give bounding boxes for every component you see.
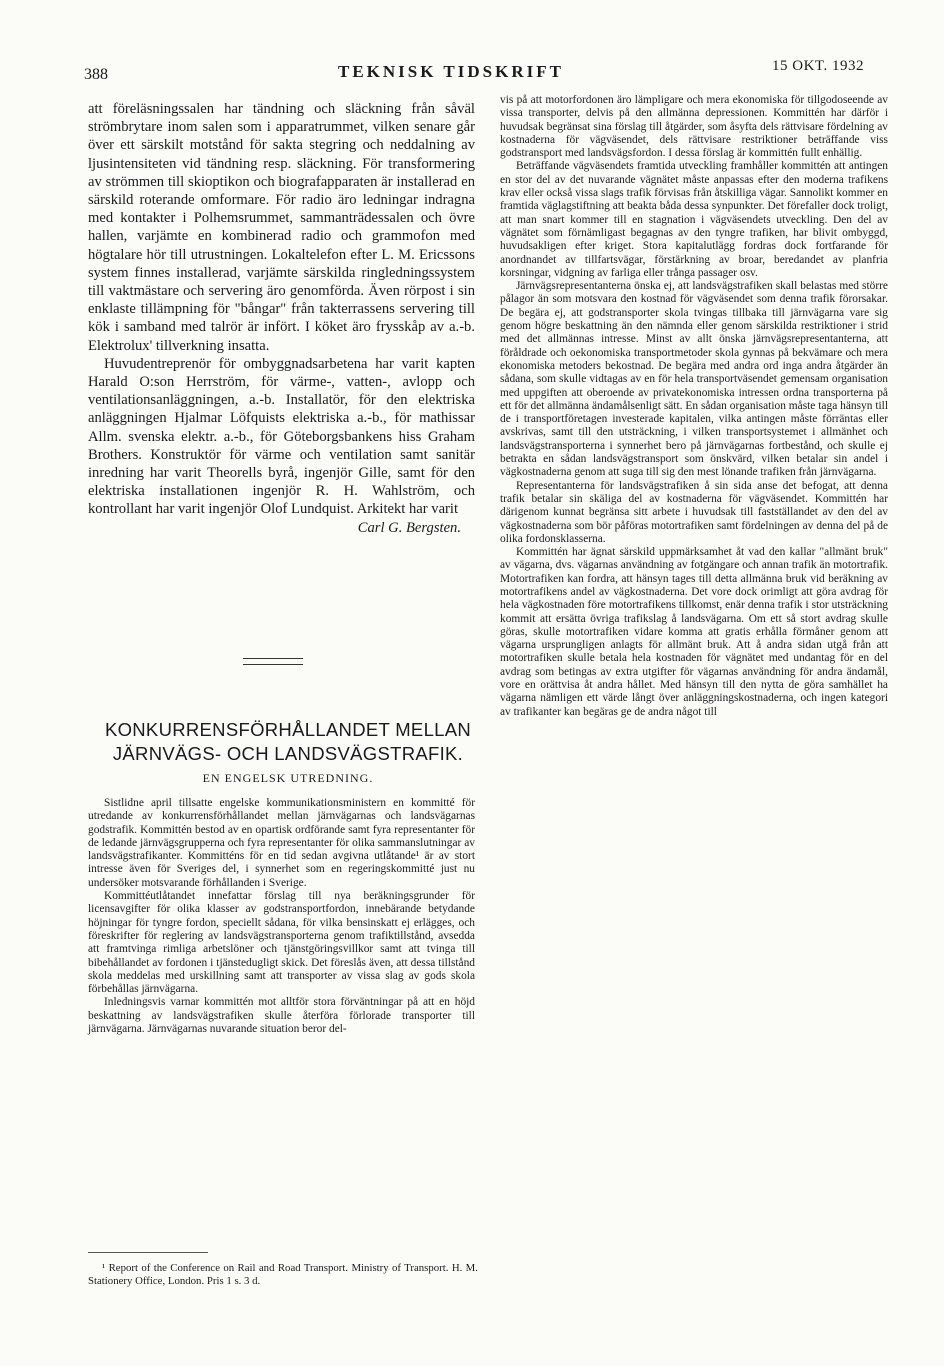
paragraph: Beträffande vägväsendets framtida utveckling framhåller kommittén att antingen en stor del av det nuvarande vägnätet måste anpassas efter den moderna trafikens krav eller också vissa slags trafik förvisas från åtskilliga vägar. Sannolikt kommer en framtida väglagstiftning att beakta båda dessa synpunkter. Det förefaller dock troligt, att man snart kommer till en stagnation i vägväsendets utveckling. Den del av vägnätet som förnämligast begagnas av den tyngre trafiken, har blivit ombyggd, huvudsakligen efter kriget. Stora kapitalutlägg fordras dock fortfarande för anordnandet av tillfartsvägar, förstärkning av broar, beredandet av planfria korsningar, vidgning av farliga eller trånga passager osv. [500,160,888,279]
article-subtitle: EN ENGELSK UTREDNING. [202,771,374,785]
paragraph: vis på att motorfordonen äro lämpligare och mera ekonomiska för tillgodoseende av vissa transporter, delvis på den allmänna depressionen. Kommittén har därför i huvudsak begränsat sina förslag till åtgärder, som åsyfta dels rättvisare fördelning av kostnaderna för vägväsendet, dels rättvisare restriktioner beträffande viss godstransport med landsvägsfordon. I dessa förslag är kommittén fullt enhällig. [500,94,888,160]
paragraph: Sistlidne april tillsatte engelske kommunikationsministern en kommitté för utredande av konkurrensförhållandet mellan järnvägarnas och landsvägarnas godstrafik. Kommittén bestod av en opartisk ordförande samt fyra representanter för de ledande järnvägsgrupperna och fyra representanter för olika sammanslutningar av landsvägstrafikanter. Kommitténs för en tid sedan avgivna utlåtande¹ är av stort intresse även för Sveriges del, i synnerhet som en regeringskommitté just nu undersöker motsvarande förhållanden i Sverige. [88,797,475,889]
previous-article-text [88,100,475,537]
title-line: KONKURRENSFÖRHÅLLANDET MELLAN [104,719,472,740]
page-number: 388 [84,66,108,83]
article-body-right [500,94,888,719]
footnote-rule [88,1252,208,1253]
title-line: JÄRNVÄGS- OCH LANDSVÄGSTRAFIK. [112,743,464,764]
issue-date: 15 OKT. 1932 [772,58,864,74]
paragraph: Järnvägsrepresentanterna önska ej, att landsvägstrafiken skall belastas med större pålagor än som motsvara den kostnad för vägväsendet som denna trafik förorsakar. De begära ej, att godstransporter skola tvingas tillbaka till järnvägarna vare sig genom högre beskattning än den nämnda eller genom särskilda restriktioner i strid med det allmännas intresse. Minst av allt önska järnvägsrepresentanterna, att föråldrade och oekonomiska transportmetoder skola gynnas på bekvämare och mera ekonomiska metoders bekostnad. De begära med andra ord inga andra åtgärder än sådana, som skulle vidtagas av en för hela transportväsendet gemensam organisation med uppgiften att oberoende av privatekonomiska intressen ordna transporterna på ett för det allmänna ändamålsenligt sätt. En sådan organisation måste taga hänsyn till de i transportföretagen investerade kapitalen, vilka antingen måste förräntas eller avskrivas, samt till den utsträckning, i vilken transportsystemet i allmänhet och landsvägstransporterna i synnerhet bero på järnvägarnas fortbestånd, och skulle ej betrakta en sådan landsvägstransport som önskvärd, vilken betalar sin andel i vägkostnaderna genom att suga till sig den mest lönande trafiken från järnvägarna. [500,280,888,479]
footnote: ¹ Report of the Conference on Rail and Road Transport. Ministry of Transport. H. M. Stationery Office, London. Pris 1 s. 3 d. [88,1262,478,1287]
paragraph: Inledningsvis varnar kommittén mot alltför stora förväntningar på att en höjd beskattning av landsvägstrafiken skulle återföra förlorade transporter till järnvägarna. Järnvägarnas nuvarande situation beror del- [88,996,475,1036]
paragraph: Huvudentreprenör för ombyggnadsarbetena har varit kapten Harald O:son Herrström, för värme-, vatten-, avlopp och ventilationsanläggningen, a.-b. Installatör, för den elektriska anläggningen Hjalmar Löfquists elektriska a.-b., för mathissar Allm. svenska elektr. a.-b., för Göteborgsbankens hiss Graham Brothers. Konstruktör för värme och ventilation samt sanitär inredning har varit Theorells byrå, ingenjör Gille, samt för den elektriska installationen ingenjör R. H. Wahlström, och kontrollant har varit ingenjör Olof Lundquist. Arkitekt har varit [88,355,475,518]
running-head: TEKNISK TIDSKRIFT [338,62,564,81]
article-separator [243,658,303,665]
paragraph: Representanterna för landsvägstrafiken å sin sida anse det befogat, att denna trafik betalar sin skäliga del av kostnaderna för vägväsendet. Kommittén har därigenom kunnat begränsa sitt arbete i huvudsak till fastställandet av den del av vägkostnaderna som bör påföras motortrafiken samt fördelningen av denna del på de olika fordonsklasserna. [500,479,888,545]
paragraph: att föreläsningssalen har tändning och släckning från såväl strömbrytare inom salen som i apparatrummet, vilken senare går över ett särskilt motstånd för sakta stegring och neddalning av ljusintensiteten vid tändning resp. släckning. För transformering av strömmen till skioptikon och biografapparaten är installerad en särskild roterande omformare. För radio äro ledningar indragna med kontakter i Polhemsrummet, sammanträdessalen och övre hallen, varjämte en kombinerad radio och grammofon med högtalare hör till utrustningen. Lokaltelefon efter L. M. Ericssons system finnes installerad, varjämte särskilda ringledningssystem till vaktmästare och servering äro genomförda. Även rörpost i sin enklaste tillämpning för "bångar" från takterrassens servering till kök i samband med talrör är infört. I köket äro frysskåp av a.-b. Elektrolux' tillverkning insatta. [88,101,475,354]
paragraph: Kommittén har ägnat särskild uppmärksamhet åt vad den kallar "allmänt bruk" av vägarna, dvs. vägarnas användning av fotgängare och annan trafik än motortrafik. Motortrafiken kan fordra, att hänsyn tages till detta allmänna bruk vid beräkning av motortrafikens andel av vägkostnaderna. Det vore dock orimligt att göra avdrag för hela vägkostnaden före motortrafikens tillkomst, enär denna trafik i stor utsträckning kommit att ersätta övriga trafikslag å landsvägarna. Om ett så stort avdrag skulle göras, skulle motortrafiken vidare komma att gratis erhålla förmåner genom att vägarna ursprungligen anlagts för allmänt bruk. Att å andra sidan utgå från att motortrafiken skulle betala hela kostnaden för vägnätet med undantag för en del avdrag som betingas av extra utgifter för vägarnas användning för andra ändamål, vore en orättvisa åt andra hållet. Med hänsyn till den nytta de göra samhället ha vägarna nämligen ett värde långt över anläggningskostnaderna, och ingen kategori av trafikanter kan begäras ge de andra något till [500,546,888,718]
paragraph: Kommittéutlåtandet innefattar förslag till nya beräkningsgrunder för licensavgifter för olika klasser av godstransportfordon, innebärande betydande höjningar för tyngre fordon, speciellt sådana, för vilka bensinskatt ej erlägges, och föreskrifter för reglering av landsvägstransporterna genom trafiktillstånd, avsedda att framtvinga rimliga arbetslöner och tjänstgöringsvillkor samt att tvinga till bibehållandet av fordonen i tjänstedugligt skick. Det föreslås även, att dessa tillstånd skola meddelas med urskillning samt att transporter av vissa slag av gods skola förbehållas järnvägarna. [88,890,475,996]
article-body-left [88,797,475,1036]
author-signature: Carl G. Bergsten. [357,519,461,536]
article-title [92,718,484,766]
